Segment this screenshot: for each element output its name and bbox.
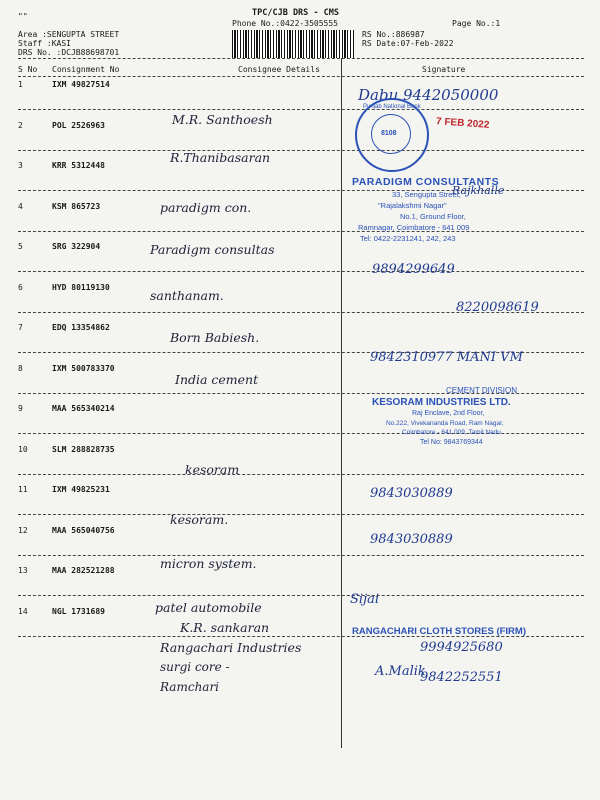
- row-signature: 8220098619: [456, 300, 539, 315]
- date-stamp: 7 FEB 2022: [435, 116, 490, 131]
- seal-text: Punjab National Bank: [363, 104, 421, 110]
- row-consignment: IXM 49827514: [52, 80, 110, 89]
- col-sno: S No: [18, 65, 38, 74]
- row-consignee: paradigm con.: [160, 200, 252, 215]
- row-separator: [18, 150, 584, 151]
- row-sno: 13: [18, 566, 28, 575]
- row-consignee: patel automobile: [155, 600, 262, 615]
- drs-value: DCJB88698701: [61, 48, 120, 57]
- row-consignment: HYD 80119130: [52, 282, 110, 292]
- row-sno: 10: [18, 444, 28, 454]
- row-separator: [18, 271, 584, 272]
- row-sno: 5: [18, 242, 23, 251]
- area-label: Area :: [18, 30, 47, 39]
- row-sno: 8: [18, 363, 23, 373]
- row-consignment: KRR 5312448: [52, 161, 105, 170]
- column-divider: [341, 58, 342, 748]
- row-consignment: SRG 322904: [52, 242, 101, 251]
- row-consignee: India cement: [175, 372, 259, 387]
- seal-code: 8108: [381, 130, 397, 137]
- kesoram-stamp-line2: No.222, Vivekananda Road, Ram Nagar,: [386, 420, 504, 427]
- staff-line: [18, 39, 71, 48]
- row14-handwriting-2: surgi core -: [160, 660, 230, 674]
- row-sno: 1: [18, 80, 23, 89]
- row-separator: [18, 514, 584, 515]
- row-consignment: EDQ 13354862: [52, 323, 110, 332]
- row-sno: 11: [18, 485, 28, 494]
- corner-mark: "": [18, 12, 28, 21]
- row-consignment: MAA 282521288: [52, 566, 115, 575]
- row-consignee: Born Babiesh.: [170, 330, 260, 345]
- row-consignment: POL 2526963: [52, 120, 105, 130]
- paradigm-stamp-line2: "Rajalakshmi Nagar": [378, 201, 447, 210]
- row-consignment: NGL 1731689: [52, 606, 105, 616]
- row13-sig-name: Sijai: [350, 592, 380, 607]
- row-sno: 6: [18, 282, 23, 292]
- row-consignee: kesoram.: [170, 512, 229, 527]
- rs-number: RS No.:886987: [362, 30, 425, 39]
- row14-handwriting-3: Ramchari: [160, 680, 220, 694]
- row-sno: 12: [18, 525, 28, 535]
- row-sno: 2: [18, 120, 23, 130]
- row-consignee: micron system.: [160, 556, 257, 571]
- row-separator: [18, 231, 584, 232]
- row-signature: Dabu 9442050000: [358, 86, 499, 104]
- kesoram-stamp-line3: Coimbatore - 641 009, Tamil Nadu.: [402, 429, 503, 436]
- row-separator: [18, 555, 584, 556]
- row-consignment: KSM 865723: [52, 201, 101, 211]
- header-rule-top: [18, 58, 584, 59]
- kesoram-stamp-name: KESORAM INDUSTRIES LTD.: [372, 397, 511, 408]
- row-signature: 9843030889: [370, 532, 453, 547]
- row-sno: 14: [18, 606, 28, 616]
- row-signature: 9843030889: [370, 486, 453, 501]
- row-consignee: K.R. sankaran: [180, 620, 270, 635]
- row-signature: 9994925680: [420, 640, 503, 655]
- col-signature: Signature: [422, 65, 466, 74]
- paradigm-stamp-name: PARADIGM CONSULTANTS: [352, 176, 500, 188]
- kesoram-stamp-line1: Raj Enclave, 2nd Floor,: [412, 410, 485, 417]
- col-consignment: Consignment No: [52, 65, 120, 74]
- row-consignment: MAA 565040756: [52, 525, 115, 535]
- col-consignee: Consignee Details: [238, 65, 320, 74]
- paradigm-stamp-line3: No.1, Ground Floor,: [400, 212, 466, 221]
- staff-label: Staff :: [18, 39, 52, 48]
- row-separator: [18, 595, 584, 596]
- drs-line: [18, 48, 119, 57]
- row-consignee: Paradigm consultas: [150, 242, 275, 257]
- header-rule-bottom: [18, 76, 584, 77]
- row-separator: [18, 474, 584, 475]
- phone-number: Phone No.:0422-3505555: [232, 19, 338, 28]
- row-consignee: M.R. Santhoesh: [172, 112, 273, 127]
- row-signature: 9842252551: [420, 670, 503, 685]
- row-sno: 4: [18, 201, 23, 211]
- drs-label: DRS No. :: [18, 48, 62, 57]
- row-sno: 3: [18, 161, 23, 170]
- kesoram-stamp-line4: Tel No: 9843769344: [420, 439, 483, 446]
- row-consignee: santhanam.: [150, 288, 224, 303]
- row14-sig-name: A.Malik: [375, 664, 426, 679]
- rs-date: RS Date:07-Feb-2022: [362, 39, 454, 48]
- area-value: SENGUPTA STREET: [46, 30, 120, 39]
- staff-value: KASI: [51, 39, 71, 48]
- area-line: [18, 30, 119, 39]
- row-consignee: Rangachari Industries: [160, 640, 302, 655]
- paradigm-stamp-line5: Tel: 0422-2231241, 242, 243: [360, 234, 456, 243]
- row-separator: [18, 109, 584, 110]
- row-consignee: kesoram: [185, 462, 240, 477]
- document-title: TPC/CJB DRS - CMS: [252, 8, 339, 18]
- row-sno: 9: [18, 404, 23, 413]
- row-consignment: MAA 565340214: [52, 404, 115, 413]
- paradigm-stamp-line1: 33, Sengupta Street,: [392, 190, 461, 199]
- paradigm-stamp-line4: Ramnagar, Coimbatore - 641 009: [358, 223, 470, 232]
- row3-signature: Rajkhalle: [452, 184, 505, 197]
- page-number: Page No.:1: [452, 19, 501, 28]
- row-consignment: SLM 288828735: [52, 444, 115, 454]
- row-signature: 9842310977 MANI VM: [370, 350, 523, 365]
- bank-seal: [355, 98, 429, 172]
- rangachari-stamp-name: RANGACHARI CLOTH STORES (FIRM): [352, 626, 526, 637]
- kesoram-stamp-title: CEMENT DIVISION: [446, 386, 517, 395]
- row-consignee: R.Thanibasaran: [170, 150, 271, 165]
- row-consignment: IXM 500783370: [52, 363, 115, 373]
- row-sno: 7: [18, 323, 23, 332]
- barcode: [232, 30, 354, 58]
- row-signature: 9894299649: [372, 262, 455, 277]
- row-consignment: IXM 49825231: [52, 485, 110, 494]
